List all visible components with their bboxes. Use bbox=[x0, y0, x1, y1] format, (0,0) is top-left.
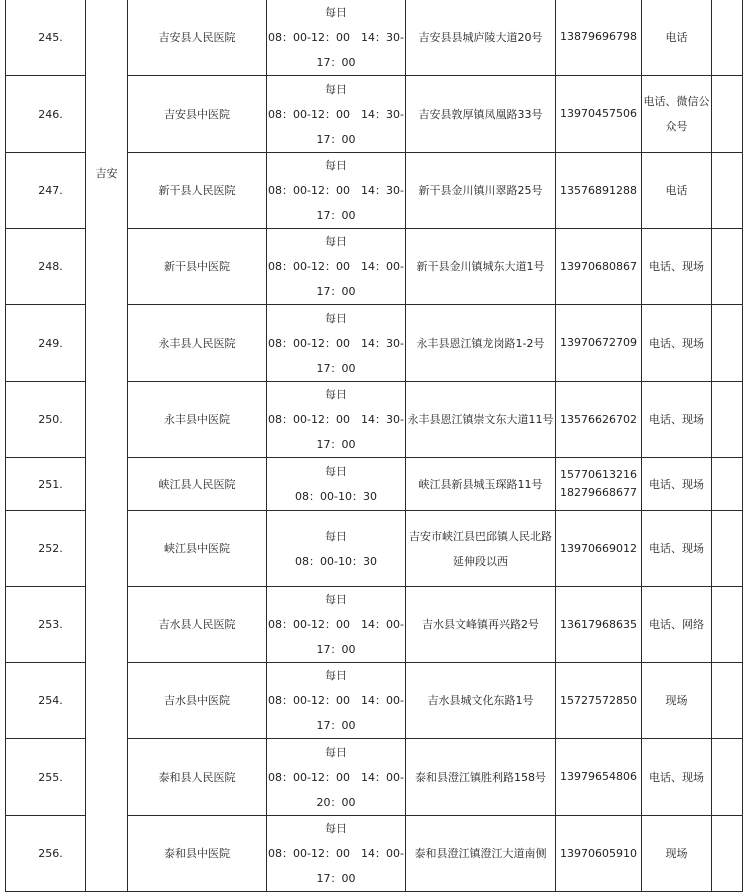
service-hours-line: 17：00 bbox=[316, 643, 356, 656]
phone-cell bbox=[556, 587, 642, 663]
address-cell bbox=[406, 739, 556, 816]
city-cell bbox=[86, 0, 128, 892]
row-number: 256. bbox=[38, 847, 63, 860]
phone-number: 13576626702 bbox=[560, 412, 637, 426]
row-number-cell bbox=[6, 663, 86, 739]
table-body bbox=[6, 0, 743, 892]
phone-number: 13970672709 bbox=[560, 336, 637, 349]
row-number-cell bbox=[6, 305, 86, 382]
phone-cell bbox=[556, 511, 642, 587]
service-hours-line: 08：00-12：00 14：00- bbox=[268, 260, 404, 273]
address: 吉安市峡江县巴邱镇人民北路延伸段以西 bbox=[409, 529, 552, 568]
service-hours-line: 08：00-12：00 14：00- bbox=[268, 694, 404, 707]
hospital-name: 吉水县中医院 bbox=[164, 694, 230, 707]
blank-cell bbox=[712, 382, 743, 458]
blank-cell bbox=[712, 153, 743, 229]
row-number: 253. bbox=[38, 618, 63, 631]
row-number-cell bbox=[6, 0, 86, 76]
phone-number: 15770613216 18279668677 bbox=[560, 468, 637, 499]
address-cell bbox=[406, 153, 556, 229]
phone-number: 13576891288 bbox=[560, 183, 637, 197]
booking-method: 电话、现场 bbox=[649, 770, 704, 784]
address-cell bbox=[406, 229, 556, 305]
hospital-name-cell bbox=[128, 76, 267, 153]
row-number: 251. bbox=[38, 477, 63, 491]
address: 泰和县澄江镇胜利路158号 bbox=[415, 770, 546, 784]
booking-method-cell bbox=[642, 305, 712, 382]
booking-method: 电话、现场 bbox=[649, 260, 704, 273]
phone-number: 13970669012 bbox=[560, 541, 637, 555]
address: 吉水县文峰镇再兴路2号 bbox=[422, 618, 539, 631]
hospital-name: 泰和县人民医院 bbox=[158, 770, 236, 784]
booking-method-cell bbox=[642, 229, 712, 305]
address: 新干县金川镇城东大道1号 bbox=[416, 260, 545, 273]
hospital-name-cell bbox=[128, 739, 267, 816]
service-hours-cell bbox=[267, 229, 406, 305]
blank-cell bbox=[712, 76, 743, 153]
address: 泰和县澄江镇澄江大道南侧 bbox=[414, 847, 547, 860]
service-hours-cell bbox=[267, 816, 406, 892]
phone-cell bbox=[556, 76, 642, 153]
address-cell bbox=[406, 0, 556, 76]
hospital-name-cell bbox=[128, 382, 267, 458]
hospital-table bbox=[5, 0, 743, 892]
address-cell bbox=[406, 382, 556, 458]
address: 吉安县县城庐陵大道20号 bbox=[418, 30, 543, 44]
service-hours-line: 17：00 bbox=[316, 719, 356, 732]
service-hours-line: 08：00-12：00 14：00- bbox=[268, 770, 404, 784]
service-hours-line: 每日 bbox=[325, 669, 347, 682]
phone-cell bbox=[556, 816, 642, 892]
address-cell bbox=[406, 458, 556, 511]
address: 峡江县新县城玉琛路11号 bbox=[418, 477, 543, 491]
service-hours-line: 08：00-12：00 14：30- bbox=[268, 413, 404, 426]
service-hours-line: 08：00-12：00 14：30- bbox=[268, 336, 404, 350]
service-hours-line: 17：00 bbox=[316, 209, 356, 222]
phone-cell bbox=[556, 382, 642, 458]
service-hours-line: 每日 bbox=[325, 822, 347, 835]
booking-method-cell bbox=[642, 76, 712, 153]
phone-cell bbox=[556, 229, 642, 305]
phone-number: 13970605910 bbox=[560, 846, 637, 860]
service-hours-line: 每日 bbox=[325, 745, 347, 759]
service-hours-cell bbox=[267, 739, 406, 816]
phone-cell bbox=[556, 739, 642, 816]
service-hours-line: 每日 bbox=[325, 235, 347, 248]
booking-method-cell bbox=[642, 739, 712, 816]
row-number: 250. bbox=[38, 413, 63, 426]
hospital-name: 峡江县中医院 bbox=[164, 542, 230, 555]
blank-cell bbox=[712, 229, 743, 305]
hospital-name: 吉安县人民医院 bbox=[158, 30, 236, 44]
booking-method: 电话、网络 bbox=[649, 618, 704, 631]
city-name: 吉安 bbox=[95, 166, 118, 180]
row-number: 248. bbox=[38, 260, 63, 273]
booking-method-cell bbox=[642, 0, 712, 76]
service-hours-line: 每日 bbox=[325, 159, 347, 172]
hospital-name: 峡江县人民医院 bbox=[158, 477, 236, 491]
hospital-name: 新干县人民医院 bbox=[158, 184, 236, 197]
service-hours-cell bbox=[267, 587, 406, 663]
hospital-name: 吉安县中医院 bbox=[164, 107, 230, 121]
blank-cell bbox=[712, 0, 743, 76]
blank-cell bbox=[712, 739, 743, 816]
service-hours-line: 17：00 bbox=[316, 872, 356, 885]
row-number-cell bbox=[6, 511, 86, 587]
row-number: 249. bbox=[38, 336, 63, 350]
blank-cell bbox=[712, 587, 743, 663]
row-number-cell bbox=[6, 739, 86, 816]
service-hours-line: 每日 bbox=[325, 465, 347, 478]
blank-cell bbox=[712, 458, 743, 511]
phone-cell bbox=[556, 153, 642, 229]
booking-method-cell bbox=[642, 153, 712, 229]
row-number: 254. bbox=[38, 694, 63, 707]
booking-method-cell bbox=[642, 663, 712, 739]
row-number-cell bbox=[6, 587, 86, 663]
phone-number: 13879696798 bbox=[560, 30, 637, 43]
service-hours-cell bbox=[267, 382, 406, 458]
booking-method: 电话 bbox=[665, 30, 688, 44]
booking-method-cell bbox=[642, 458, 712, 511]
hospital-name-cell bbox=[128, 511, 267, 587]
booking-method-cell bbox=[642, 511, 712, 587]
service-hours-line: 17：00 bbox=[316, 132, 356, 146]
service-hours-line: 08：00-12：00 14：30- bbox=[268, 30, 404, 44]
address: 吉安县敦厚镇凤凰路33号 bbox=[418, 107, 543, 121]
blank-cell bbox=[712, 663, 743, 739]
row-number: 247. bbox=[38, 184, 63, 197]
blank-cell bbox=[712, 305, 743, 382]
booking-method: 电话、微信公众号 bbox=[643, 95, 710, 133]
phone-cell bbox=[556, 0, 642, 76]
booking-method: 电话、现场 bbox=[649, 542, 704, 555]
phone-number: 13617968635 bbox=[560, 617, 637, 631]
hospital-name-cell bbox=[128, 305, 267, 382]
service-hours-cell bbox=[267, 153, 406, 229]
service-hours-line: 17：00 bbox=[316, 285, 356, 298]
service-hours-line: 每日 bbox=[325, 593, 347, 606]
phone-number: 15727572850 bbox=[560, 693, 637, 707]
hospital-name-cell bbox=[128, 587, 267, 663]
address: 吉水县城文化东路1号 bbox=[427, 694, 534, 707]
address-cell bbox=[406, 663, 556, 739]
booking-method: 电话、现场 bbox=[649, 413, 704, 426]
booking-method: 现场 bbox=[665, 847, 688, 860]
booking-method: 电话 bbox=[665, 184, 688, 197]
row-number: 255. bbox=[38, 770, 63, 784]
row-number-cell bbox=[6, 816, 86, 892]
hospital-name-cell bbox=[128, 458, 267, 511]
booking-method-cell bbox=[642, 816, 712, 892]
service-hours-line: 08：00-10：30 bbox=[295, 490, 377, 503]
address: 永丰县恩江镇龙岗路1-2号 bbox=[416, 336, 545, 350]
address-cell bbox=[406, 305, 556, 382]
service-hours-line: 每日 bbox=[325, 529, 347, 543]
hospital-name: 新干县中医院 bbox=[164, 260, 230, 273]
row-number: 246. bbox=[38, 107, 63, 121]
address-cell bbox=[406, 816, 556, 892]
service-hours-line: 17：00 bbox=[316, 361, 356, 375]
service-hours-line: 08：00-12：00 14：30- bbox=[268, 184, 404, 197]
service-hours-line: 08：00-12：00 14：00- bbox=[268, 618, 404, 631]
booking-method: 电话、现场 bbox=[649, 336, 704, 350]
booking-method-cell bbox=[642, 587, 712, 663]
address-cell bbox=[406, 587, 556, 663]
hospital-name: 永丰县人民医院 bbox=[158, 336, 236, 350]
service-hours-line: 每日 bbox=[325, 5, 347, 19]
service-hours-line: 每日 bbox=[325, 82, 347, 96]
address-cell bbox=[406, 76, 556, 153]
service-hours-line: 08：00-12：00 14：30- bbox=[268, 107, 404, 121]
address: 永丰县恩江镇崇文东大道11号 bbox=[407, 413, 554, 426]
phone-number: 13979654806 bbox=[560, 770, 637, 783]
service-hours-cell bbox=[267, 0, 406, 76]
address: 新干县金川镇川翠路25号 bbox=[418, 184, 543, 197]
service-hours-line: 每日 bbox=[325, 388, 347, 401]
booking-method-cell bbox=[642, 382, 712, 458]
service-hours-line: 17：00 bbox=[316, 438, 356, 451]
hospital-name-cell bbox=[128, 663, 267, 739]
service-hours-line: 每日 bbox=[325, 311, 347, 325]
hospital-name-cell bbox=[128, 816, 267, 892]
row-number-cell bbox=[6, 382, 86, 458]
phone-cell bbox=[556, 458, 642, 511]
service-hours-cell bbox=[267, 511, 406, 587]
phone-cell bbox=[556, 305, 642, 382]
service-hours-cell bbox=[267, 663, 406, 739]
address-cell bbox=[406, 511, 556, 587]
row-number: 245. bbox=[38, 30, 63, 44]
row-number: 252. bbox=[38, 542, 63, 555]
service-hours-line: 17：00 bbox=[316, 55, 356, 69]
row-number-cell bbox=[6, 76, 86, 153]
service-hours-line: 20：00 bbox=[316, 795, 356, 809]
service-hours-line: 08：00-12：00 14：00- bbox=[268, 847, 404, 860]
hospital-name: 永丰县中医院 bbox=[164, 413, 230, 426]
hospital-name-cell bbox=[128, 229, 267, 305]
service-hours-cell bbox=[267, 305, 406, 382]
booking-method: 电话、现场 bbox=[649, 477, 704, 491]
phone-cell bbox=[556, 663, 642, 739]
phone-number: 13970457506 bbox=[560, 107, 637, 120]
row-number-cell bbox=[6, 458, 86, 511]
hospital-name-cell bbox=[128, 0, 267, 76]
booking-method: 现场 bbox=[665, 694, 688, 707]
blank-cell bbox=[712, 511, 743, 587]
hospital-name: 吉水县人民医院 bbox=[158, 618, 236, 631]
table-row bbox=[6, 0, 743, 76]
phone-number: 13970680867 bbox=[560, 259, 637, 273]
service-hours-cell bbox=[267, 458, 406, 511]
hospital-name-cell bbox=[128, 153, 267, 229]
service-hours-line: 08：00-10：30 bbox=[295, 554, 377, 568]
service-hours-cell bbox=[267, 76, 406, 153]
row-number-cell bbox=[6, 229, 86, 305]
blank-cell bbox=[712, 816, 743, 892]
hospital-name: 泰和县中医院 bbox=[164, 847, 230, 860]
row-number-cell bbox=[6, 153, 86, 229]
